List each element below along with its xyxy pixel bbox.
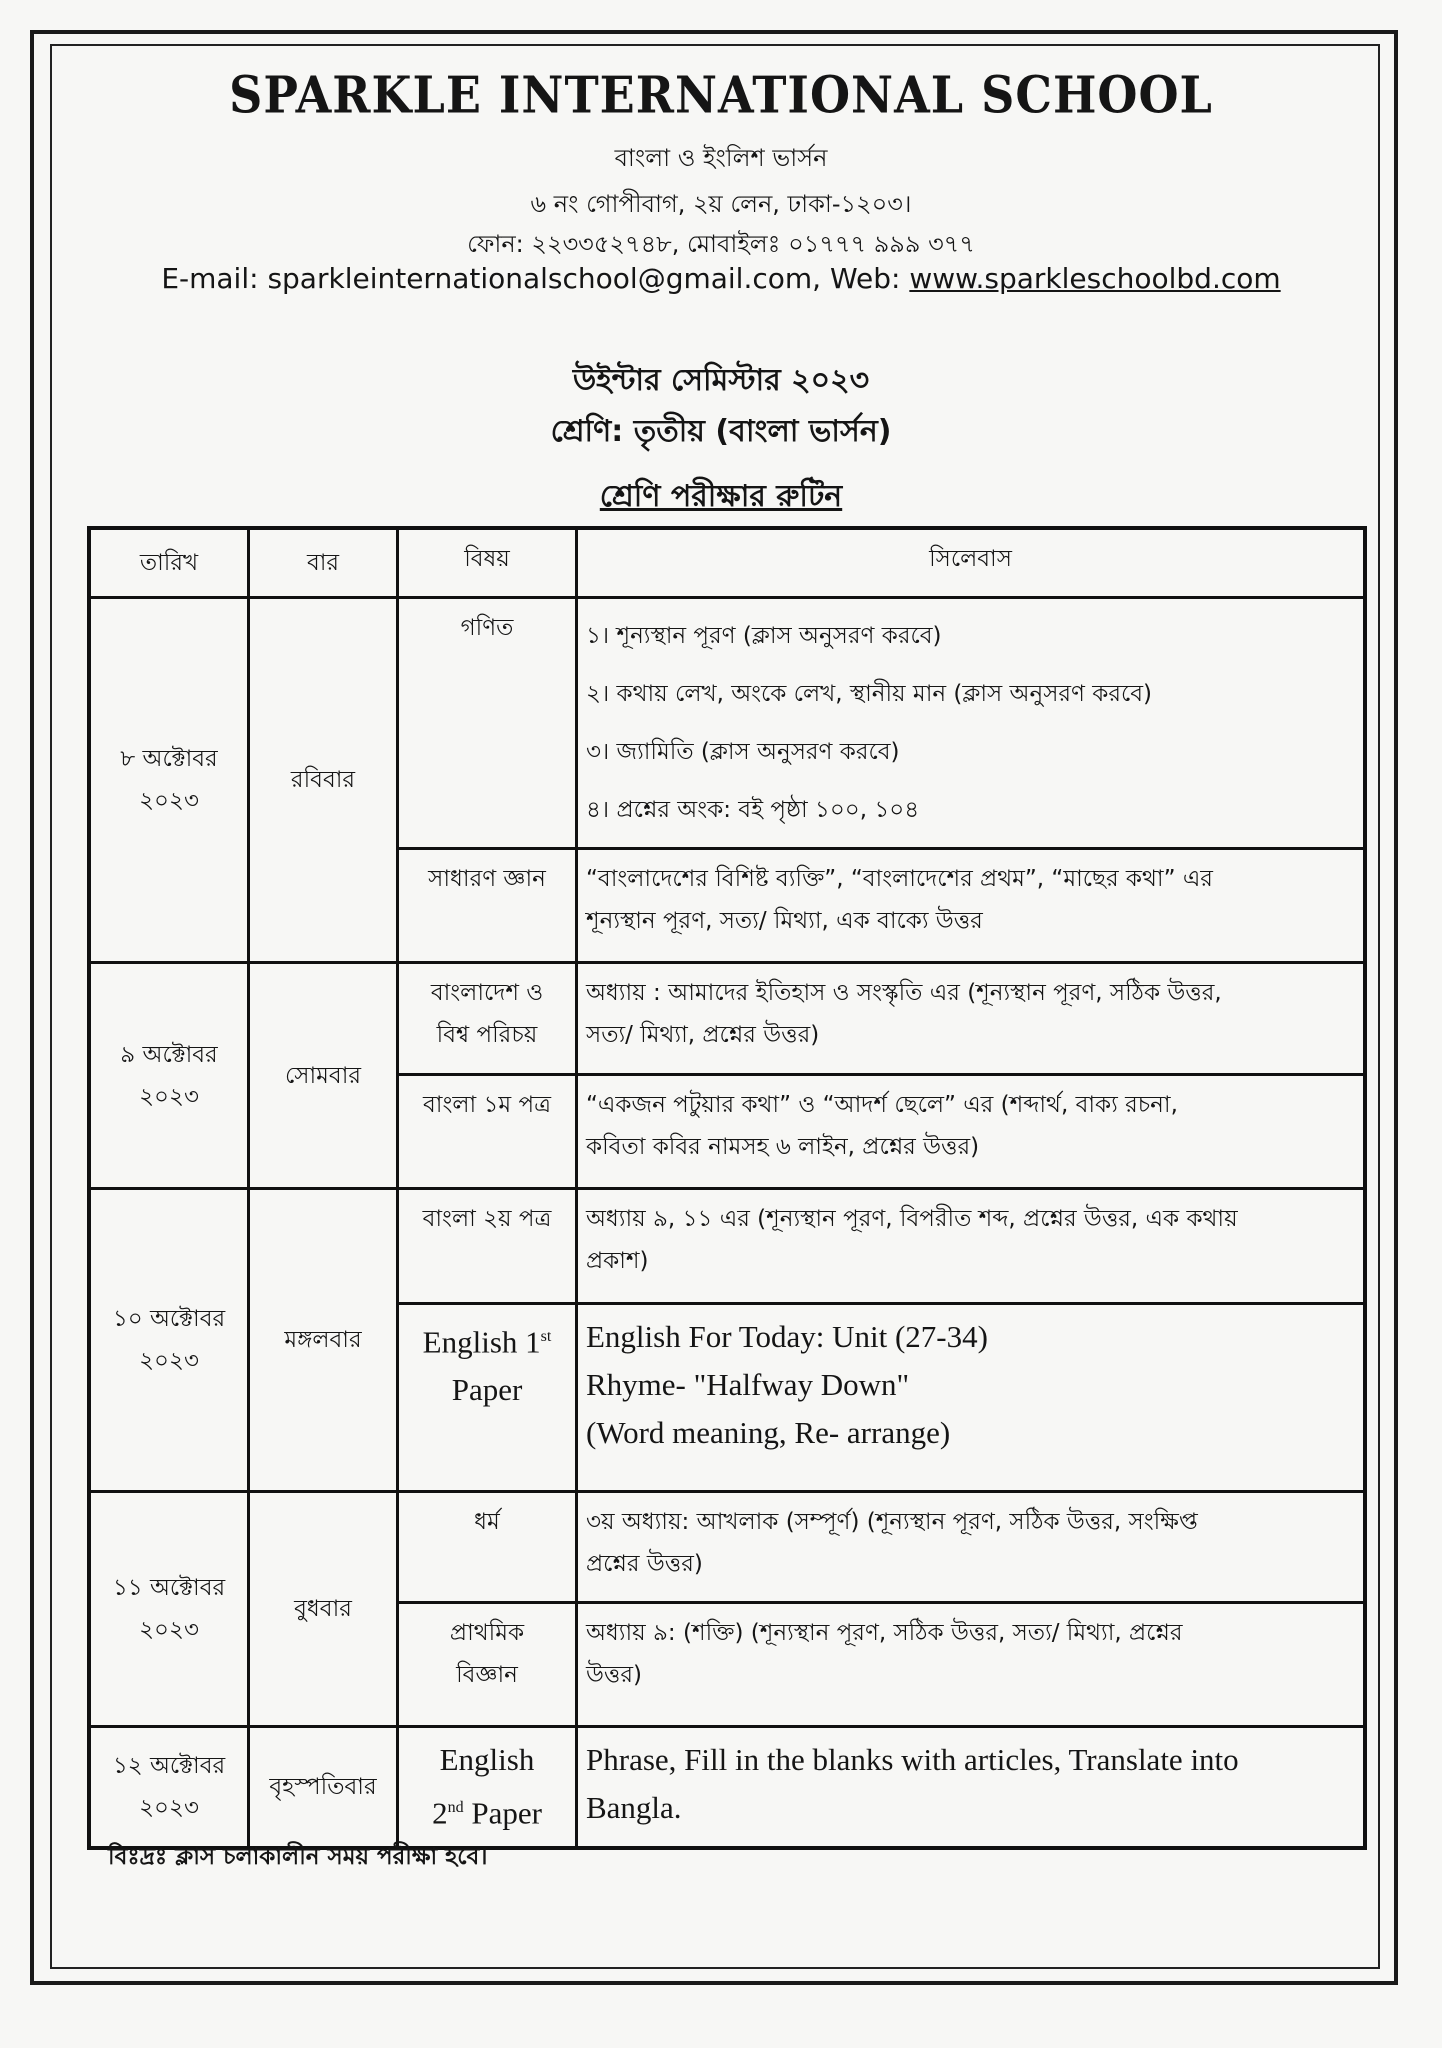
subject-text: ধর্ম [474, 1509, 500, 1535]
table-row [89, 1727, 1365, 1848]
syllabus-line: Rhyme- "Halfway Down" [586, 1367, 910, 1402]
email-text: E-mail: sparkleinternationalschool@gmail.com, Web: [161, 262, 910, 295]
date-line: ২০২৩ [139, 1794, 199, 1821]
syllabus-line: ৪। প্রশ্নের অংক: বই পৃষ্ঠা ১০০, ১০৪ [586, 797, 920, 823]
contact-line [0, 262, 1442, 295]
table-header-row [89, 528, 1365, 598]
subject-line [407, 1014, 567, 1056]
subject-text: বাংলা ২য় পত্র [422, 1206, 552, 1232]
syllabus-line: সত্য/ মিথ্যা, প্রশ্নের উত্তর) [586, 1022, 820, 1048]
syllabus-line: ১। শূন্যস্থান পূরণ (ক্লাস অনুসরণ করবে) [586, 623, 942, 649]
syllabus-line: (Word meaning, Re- arrange) [586, 1415, 951, 1450]
school-name: SPARKLE INTERNATIONAL SCHOOL [229, 65, 1213, 125]
day-cell: বুধবার [249, 1492, 398, 1727]
date-line: ৮ অক্টোবর [120, 746, 218, 772]
subject-text: 2 [432, 1795, 448, 1831]
subject-line [407, 1654, 567, 1696]
subject-text: সাধারণ জ্ঞান [428, 866, 546, 892]
routine-title-text: শ্রেণি পরীক্ষার রুটিন [599, 479, 843, 514]
semester-title: উইন্টার সেমিস্টার ২০২৩ [572, 363, 870, 398]
header-day: বার [249, 528, 398, 598]
date-line: ২০২৩ [139, 1617, 199, 1643]
day-cell: বৃহস্পতিবার [249, 1727, 398, 1848]
table-row [89, 1492, 1365, 1603]
syllabus-cell [577, 598, 1366, 849]
subject-line [407, 607, 567, 649]
syllabus-cell [577, 1492, 1366, 1603]
subject-text: প্রাথমিক [449, 1620, 525, 1646]
subject-line [407, 1736, 567, 1784]
syllabus-line: কবিতা কবির নামসহ ৬ লাইন, প্রশ্নের উত্তর) [586, 1134, 980, 1160]
syllabus-line: ৩য় অধ্যায়: আখলাক (সম্পূর্ণ) (শূন্যস্থান পূরণ, সঠিক উত্তর, সংক্ষিপ্ত [586, 1509, 1198, 1535]
subject-line [407, 858, 567, 900]
subject-text: Paper [463, 1795, 542, 1831]
syllabus-cell [577, 963, 1366, 1075]
subject-line [407, 1313, 567, 1366]
subject-line [407, 1198, 567, 1240]
syllabus-line: অধ্যায় ৯: (শক্তি) (শূন্যস্থান পূরণ, সঠিক উত্তর, সত্য/ মিথ্যা, প্রশ্নের [586, 1620, 1183, 1646]
syllabus-cell [577, 1075, 1366, 1189]
ordinal-suffix: nd [447, 1799, 464, 1816]
syllabus-line: উত্তর) [586, 1662, 642, 1688]
subject-text: গণিত [460, 615, 514, 641]
footnote: বিঃদ্রঃ ক্লাস চলাকালীন সময় পরীক্ষা হবে। [108, 1844, 488, 1870]
table-row [89, 1189, 1365, 1304]
syllabus-cell [577, 1189, 1366, 1304]
subject-line [407, 1084, 567, 1126]
date-line: ১১ অক্টোবর [112, 1575, 226, 1601]
subject-text: বিজ্ঞান [456, 1662, 518, 1688]
syllabus-line: প্রশ্নের উত্তর) [586, 1551, 703, 1577]
subject-cell [398, 1075, 577, 1189]
date-cell [89, 1492, 249, 1727]
routine-title [0, 472, 1442, 523]
date-line: ২০২৩ [139, 1348, 199, 1374]
subject-text: English 1 [422, 1324, 541, 1360]
syllabus-line: অধ্যায় : আমাদের ইতিহাস ও সংস্কৃতি এর (শূন্যস্থান পূরণ, সঠিক উত্তর, [586, 980, 1222, 1006]
syllabus-line: শূন্যস্থান পূরণ, সত্য/ মিথ্যা, এক বাক্যে উত্তর [586, 908, 983, 934]
subject-line [407, 1784, 567, 1837]
table-row [89, 963, 1365, 1075]
phone-line: ফোন: ২২৩৩৫২৭৪৮, মোবাইলঃ ০১৭৭৭ ৯৯৯ ৩৭৭ [467, 230, 975, 258]
subject-line [407, 1612, 567, 1654]
date-line: ১০ অক্টোবর [112, 1306, 226, 1332]
date-cell [89, 598, 249, 963]
subject-cell [398, 1189, 577, 1304]
syllabus-line: Phrase, Fill in the blanks with articles, Translate into [586, 1742, 1239, 1777]
subject-cell [398, 849, 577, 963]
subject-cell [398, 1492, 577, 1603]
subject-text: English [439, 1742, 535, 1777]
date-cell [89, 1727, 249, 1848]
subject-text: বাংলা ১ম পত্র [422, 1092, 551, 1118]
syllabus-line: English For Today: Unit (27-34) [586, 1319, 988, 1354]
version-line: বাংলা ও ইংলিশ ভার্সন [614, 144, 828, 172]
syllabus-line: প্রকাশ) [586, 1248, 649, 1274]
syllabus-cell [577, 849, 1366, 963]
date-line: ২০২৩ [139, 1083, 199, 1110]
ordinal-suffix: st [540, 1328, 552, 1345]
subject-text: বিশ্ব পরিচয় [436, 1022, 538, 1048]
syllabus-cell [577, 1304, 1366, 1492]
header-syllabus: সিলেবাস [577, 528, 1366, 598]
syllabus-cell [577, 1727, 1366, 1848]
date-line: ৯ অক্টোবর [120, 1041, 218, 1068]
date-cell [89, 1189, 249, 1492]
day-cell: রবিবার [249, 598, 398, 963]
day-cell: সোমবার [249, 963, 398, 1189]
syllabus-line: ৩। জ্যামিতি (ক্লাস অনুসরণ করবে) [586, 739, 900, 765]
subject-cell [398, 1727, 577, 1848]
subject-text: Paper [451, 1372, 523, 1408]
syllabus-line: “একজন পটুয়ার কথা” ও “আদর্শ ছেলে” এর (শব্দার্থ, বাক্য রচনা, [586, 1092, 1178, 1118]
syllabus-line: Bangla. [586, 1790, 682, 1825]
date-line: ২০২৩ [139, 788, 199, 814]
subject-line [407, 972, 567, 1014]
table-body [89, 598, 1365, 1848]
exam-routine-table [87, 526, 1367, 1850]
syllabus-line: অধ্যায় ৯, ১১ এর (শূন্যস্থান পূরণ, বিপরীত শব্দ, প্রশ্নের উত্তর, এক কথায় [586, 1206, 1238, 1232]
class-title: শ্রেণি: তৃতীয় (বাংলা ভার্সন) [550, 414, 892, 449]
date-line: ১২ অক্টোবর [112, 1752, 226, 1779]
day-cell: মঙ্গলবার [249, 1189, 398, 1492]
website-link[interactable]: www.sparkleschoolbd.com [909, 262, 1281, 295]
subject-cell [398, 598, 577, 849]
syllabus-line: “বাংলাদেশের বিশিষ্ট ব্যক্তি”, “বাংলাদেশের প্রথম”, “মাছের কথা” এর [586, 866, 1213, 892]
subject-line [407, 1366, 567, 1414]
table-row [89, 598, 1365, 849]
subject-cell [398, 1603, 577, 1727]
subject-line [407, 1501, 567, 1543]
syllabus-line: ২। কথায় লেখ, অংকে লেখ, স্থানীয় মান (ক্লাস অনুসরণ করবে) [586, 681, 1153, 707]
address-line: ৬ নং গোপীবাগ, ২য় লেন, ঢাকা-১২০৩। [530, 190, 912, 218]
subject-text: বাংলাদেশ ও [430, 980, 544, 1006]
date-cell [89, 963, 249, 1189]
subject-cell [398, 1304, 577, 1492]
subject-cell [398, 963, 577, 1075]
syllabus-cell [577, 1603, 1366, 1727]
header-subject: বিষয় [398, 528, 577, 598]
header-date: তারিখ [89, 528, 249, 598]
